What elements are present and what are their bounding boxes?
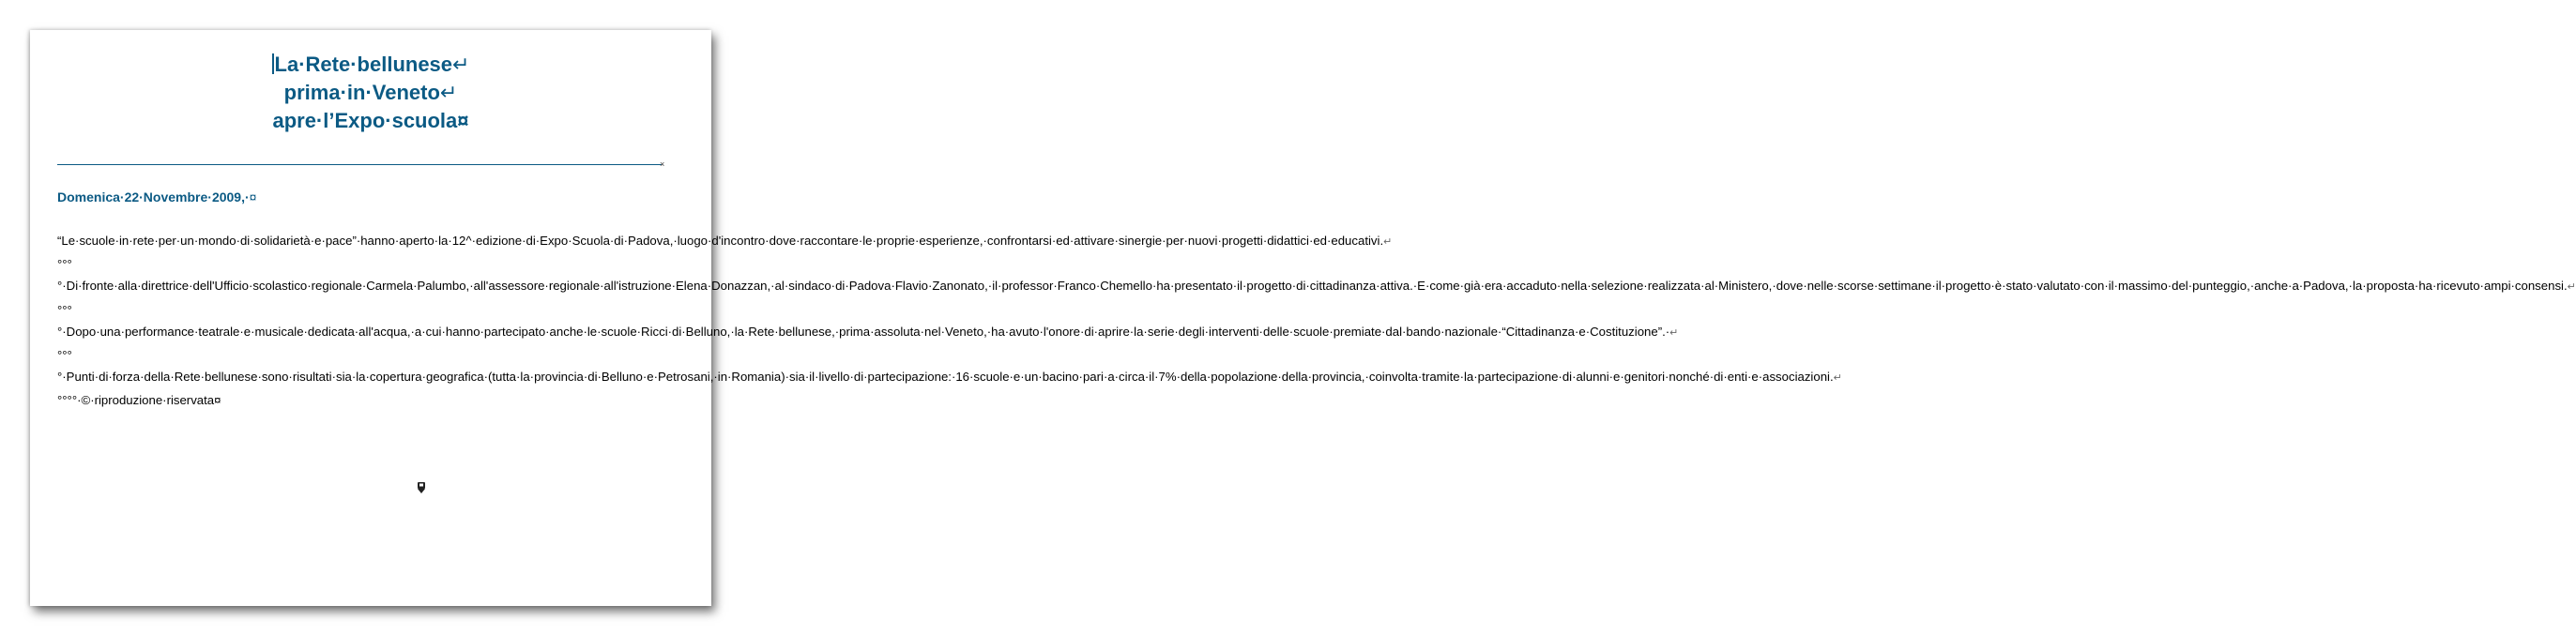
- paragraph[interactable]: [57, 389, 677, 411]
- paragraph-text: °°°°·Di·fronte·alla·direttrice·dell'Ufficio·scolastico·regionale·Carmela·Palumbo,·all'assessore·regionale·all'istruzione·Elena·Donazzan,·al·sindaco·di·Padova·Flavio·Zanonato,·il·professor·Franco·Chemello·ha·presentato·il·progetto·di·cittadinanza·attiva.·E·come·già·era·accaduto·nella·selezione·realizzata·al·Ministero,·dove·nelle·scorse·settimane·il·progetto·è·stato·valutato·con·il·massimo·del·punteggio,·anche·a·Padova,·la·proposta·ha·ricevuto·ampi·consensi.: [57, 257, 2568, 294]
- title-line-1[interactable]: [30, 51, 711, 79]
- dateline-text: Domenica·22·Novembre·2009,·: [57, 189, 250, 204]
- paragraph-text: “Le·scuole·in·rete·per·un·mondo·di·solidarietà·e·pace”·hanno·aperto·la·12^·edizione·di·Expo·Scuola·di·Padova,·luogo·d'incontro·dove·raccontare·le·proprie·esperienze,·confrontarsi·ed·attivare·sinergie·per·nuovi·progetti·didattici·ed·educativi.: [57, 234, 1384, 248]
- line-break-mark: ↵: [1383, 236, 1393, 248]
- document-title[interactable]: [30, 51, 711, 135]
- article-body[interactable]: [57, 230, 2576, 412]
- mouse-pointer-icon: [417, 482, 426, 493]
- title-line-3[interactable]: [30, 107, 711, 135]
- paragraph-text: °°°°·©·riproduzione·riservata: [57, 393, 215, 408]
- title-line-3-text: apre·l’Expo·scuola: [272, 109, 458, 132]
- line-break-mark: ↵: [1669, 326, 1679, 339]
- title-line-2-text: prima·in·Veneto: [283, 81, 440, 104]
- text-cursor: [272, 53, 274, 74]
- paragraph-text: °°°°·Punti·di·forza·della·Rete·bellunese·sono·risultati·sia·la·copertura·geografica·(tutta·la·provincia·di·Belluno·e·Petrosani,·in·Romania)·sia·il·livello·di·partecipazione:·16·scuole·e·un·bacino·pari·a·circa·il·7%·della·popolazione·della·provincia,·coinvolta·tramite·la·partecipazione·di·alunni·e·genitori·nonché·di·enti·e·associazioni.: [57, 348, 1834, 385]
- paragraph[interactable]: [57, 230, 1393, 253]
- paragraph[interactable]: [57, 344, 1842, 389]
- line-break-mark: ↵: [2567, 281, 2576, 294]
- paragraph[interactable]: [57, 253, 2576, 298]
- paragraph-text: °°°°·Dopo·una·performance·teatrale·e·musicale·dedicata·all'acqua,·a·cui·hanno·partecipato·anche·le·scuole·Ricci·di·Belluno,·la·Rete·bellunese,·prima·assoluta·nel·Veneto,·ha·avuto·l'onore·di·aprire·la·serie·degli·interventi·delle·scuole·premiate·dal·bando·nazionale·“Cittadinanza·e·Costituzione”.·: [57, 302, 1670, 339]
- title-line-2[interactable]: [30, 79, 711, 107]
- title-line-1-text: La·Rete·bellunese: [274, 53, 453, 76]
- line-break-mark: ↵: [452, 53, 470, 76]
- cell-end-mark: ¤: [249, 189, 257, 204]
- line-break-mark: ↵: [439, 81, 458, 104]
- cell-end-mark: ¤: [457, 109, 469, 132]
- dateline[interactable]: [57, 189, 256, 204]
- cell-end-mark: ¤: [214, 393, 221, 408]
- rule-end-mark: ×: [660, 159, 665, 169]
- paragraph[interactable]: [57, 299, 1679, 344]
- document-page[interactable]: [30, 30, 2576, 606]
- horizontal-rule: [57, 164, 662, 165]
- line-break-mark: ↵: [1833, 372, 1842, 385]
